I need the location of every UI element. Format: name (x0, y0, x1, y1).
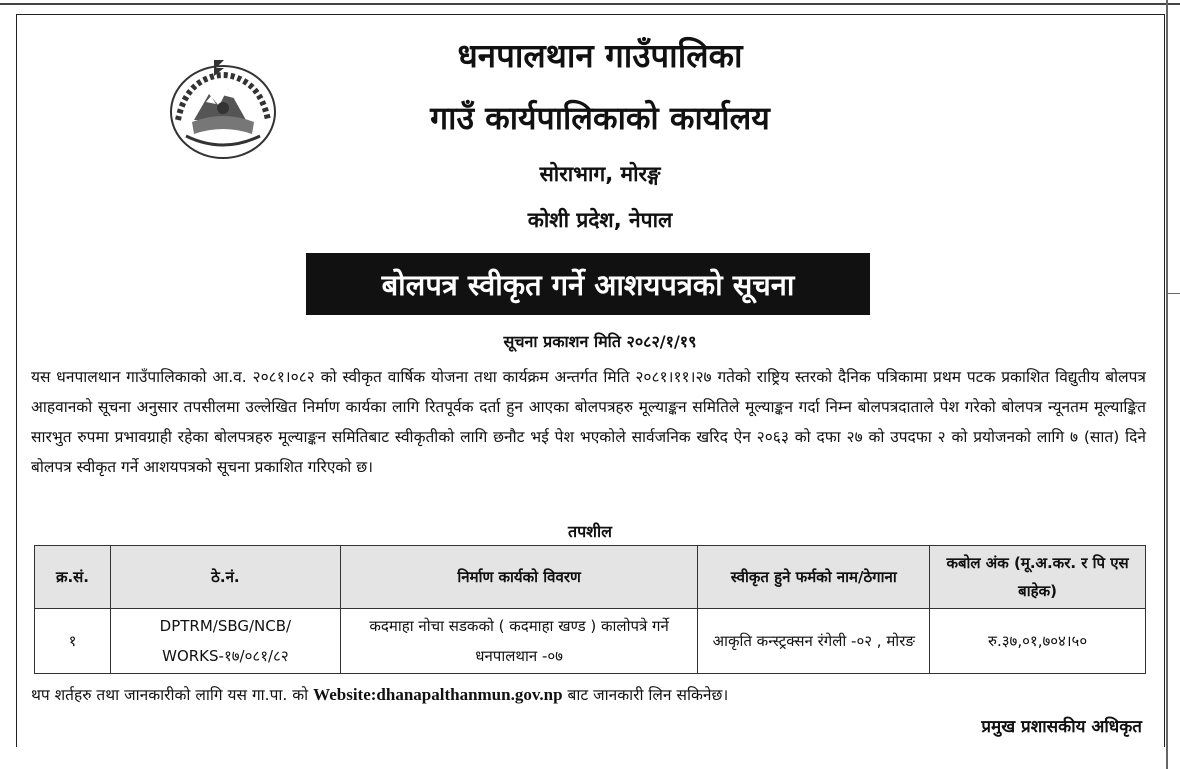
works-table (34, 545, 1146, 674)
col-contract-no: ठे.नं. (110, 546, 340, 609)
address-line-1: सोराभाग, मोरङ्ग (539, 162, 661, 186)
cell-contract-no: DPTRM/SBG/NCB/ WORKS-१७/०८१/८२ (110, 609, 340, 674)
footnote (31, 683, 1151, 705)
right-tick (1166, 293, 1180, 294)
cell-serial: १ (35, 609, 111, 674)
nepal-government-emblem-icon (164, 50, 282, 162)
notice-banner-text: बोलपत्र स्वीकृत गर्ने आशयपत्रको सूचना (381, 267, 795, 302)
col-firm-name: स्वीकृत हुने फर्मको नाम/ठेगाना (698, 546, 930, 609)
top-rule (0, 3, 1180, 5)
notice-banner (306, 253, 870, 315)
right-rule (1166, 0, 1168, 769)
notice-body: यस धनपालथान गाउँपालिकाको आ.व. २०८१।०८२ को स्वीकृत वार्षिक योजना तथा कार्यक्रम अन्तर्गत मिति २०८१।११।२७ गतेको राष्ट्रिय स्तरको दैनिक पत्रिकामा प्रथम पटक प्रकाशित विद्युतीय बोलपत्र आहवानको सूचना अनुसार तपसीलमा उल्लेखित निर्माण कार्यका लागि रितपूर्वक दर्ता हुन आएका बोलपत्रहरु मूल्याङ्कन समितिले मूल्याङ्कन गर्दा निम्न बोलपत्रदाताले पेश गरेको बोलपत्र न्यूनतम मूल्याङ्कित सारभुत रुपमा प्रभावग्राही रहेका बोलपत्रहरु मूल्याङ्कन समितिबाट स्वीकृतीको लागि छनौट भई पेश भएकोले सार्वजनिक खरिद ऐन २०६३ को दफा २७ को उपदफा २ को प्रयोजनको लागि ७ (सात) दिने बोलपत्र स्वीकृत गर्ने आशयपत्रको सूचना प्रकाशित गरिएको छ। (31, 368, 1146, 476)
cell-firm-name: आकृति कन्स्ट्रक्सन रंगेली -०२ , मोरङ (698, 609, 930, 674)
col-bid-amount: कबोल अंक (मू.अ.कर. र पि एस बाहेक) (930, 546, 1146, 609)
col-work-description: निर्माण कार्यको विवरण (340, 546, 698, 609)
signature: प्रमुख प्रशासकीय अधिकृत (981, 717, 1142, 737)
col-serial: क्र.सं. (35, 546, 111, 609)
footnote-after: बाट जानकारी लिन सकिनेछ। (562, 686, 729, 704)
footnote-before: थप शर्तहरु तथा जानकारीको लागि यस गा.पा. को (31, 686, 314, 704)
table-row (35, 609, 1146, 674)
cell-bid-amount: रु.३७,०१,७०४।५० (930, 609, 1146, 674)
table-header-row (35, 546, 1146, 609)
office-title: गाउँ कार्यपालिकाको कार्यालय (430, 99, 770, 137)
table-heading: तपशील (567, 522, 613, 541)
address-line-2: कोशी प्रदेश, नेपाल (527, 208, 673, 232)
cell-work-description: कदमाहा नोचा सडकको ( कदमाहा खण्ड ) कालोपत्रे गर्ने धनपालथान -०७ (340, 609, 698, 674)
publication-date: सूचना प्रकाशन मिति २०८२/१/१९ (503, 332, 697, 351)
website-link[interactable]: Website:dhanapalthanmun.gov.np (313, 685, 563, 704)
municipality-title: धनपालथान गाउँपालिका (457, 36, 743, 75)
